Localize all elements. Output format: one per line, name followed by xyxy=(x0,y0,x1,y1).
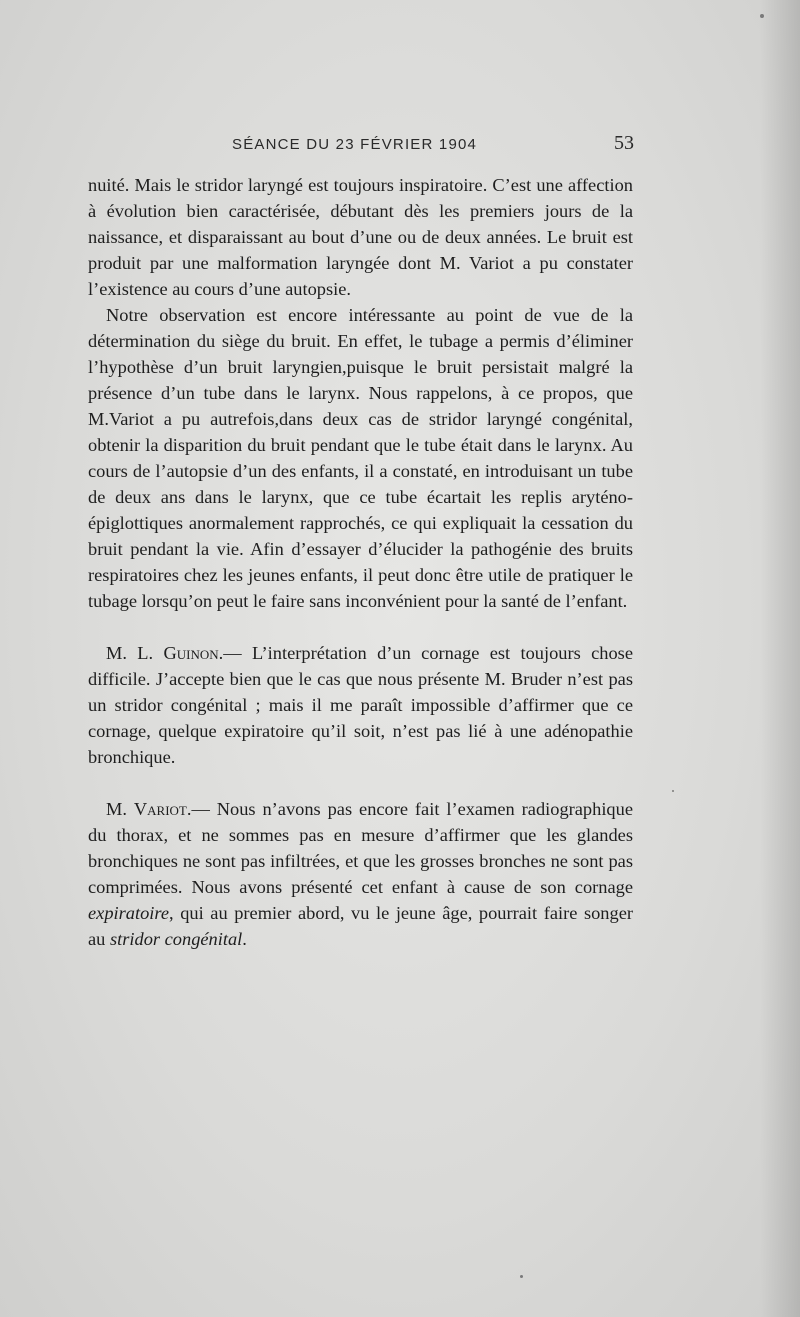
remark-text: .— Nous n’avons pas encore fait l’examen radiographique du thorax, et ne sommes pas en mesure d’affirmer que les glandes bronchiques ne sont pas infiltrées, et que les grosses bronches ne sont pas comprimées. Nous avons présenté cet enfant à cause de son cornage xyxy=(88,799,633,897)
speaker-name: Variot xyxy=(133,799,187,819)
paper-speck xyxy=(760,14,764,18)
remark-text: . xyxy=(242,929,247,949)
speaker-prefix: M. L. xyxy=(106,643,164,663)
italic-term: stridor congénital xyxy=(109,929,243,949)
paragraph-continuation: nuité. Mais le stridor laryngé est toujours inspiratoire. C’est une affection à évolution bien caractérisée, débutant dès les premiers jours de la naissance, et disparaissant au bout d’une ou de deux années. Le bruit est produit par une malformation laryngée dont M. Variot a pu constater l’existence au cours d’une autopsie. xyxy=(88,175,633,299)
speaker-prefix: M. xyxy=(106,799,134,819)
page-number: 53 xyxy=(614,132,634,154)
paragraph-gap xyxy=(88,614,633,640)
speaker-name: Guinon xyxy=(163,643,219,663)
paragraph-guinon xyxy=(88,640,633,770)
body-text xyxy=(88,172,633,952)
paragraph-variot xyxy=(88,796,633,952)
remark-text: , qui au premier abord, vu le jeune âge, pourrait faire songer au xyxy=(88,903,633,949)
paper-speck xyxy=(672,790,674,792)
running-title: SÉANCE DU 23 FÉVRIER 1904 xyxy=(232,136,478,153)
paragraph-gap xyxy=(88,770,633,796)
running-head xyxy=(0,132,800,156)
paper-speck xyxy=(520,1275,523,1278)
italic-term: expiratoire xyxy=(88,903,170,923)
page-edge-shadow xyxy=(760,0,800,1317)
paragraph-observation: Notre observation est encore intéressante au point de vue de la détermination du siège du bruit. En effet, le tubage a permis d’éliminer l’hypothèse d’un bruit laryngien,puisque le bruit persistait malgré la présence d’un tube dans le larynx. Nous rappelons, à ce propos, que M.Variot a pu autrefois,dans deux cas de stridor laryngé congénital, obtenir la disparition du bruit pendant que le tube était dans le larynx. Au cours de l’autopsie d’un des enfants, il a constaté, en introduisant un tube de deux ans dans le larynx, que ce tube écartait les replis aryténo-épiglottiques anormalement rapprochés, ce qui expliquait la cessation du bruit pendant la vie. Afin d’essayer d’élucider la pathogénie des bruits respiratoires chez les jeunes enfants, il peut donc être utile de pratiquer le tubage lorsqu’on peut le faire sans inconvénient pour la santé de l’enfant. xyxy=(88,305,633,611)
remark-text: .— L’interprétation d’un cornage est toujours chose difficile. J’accepte bien que le cas que nous présente M. Bruder n’est pas un stridor congénital ; mais il me paraît impossible d’affirmer que ce cornage, quelque expiratoire qu’il soit, n’est pas lié à une adénopathie bronchique. xyxy=(88,643,633,767)
